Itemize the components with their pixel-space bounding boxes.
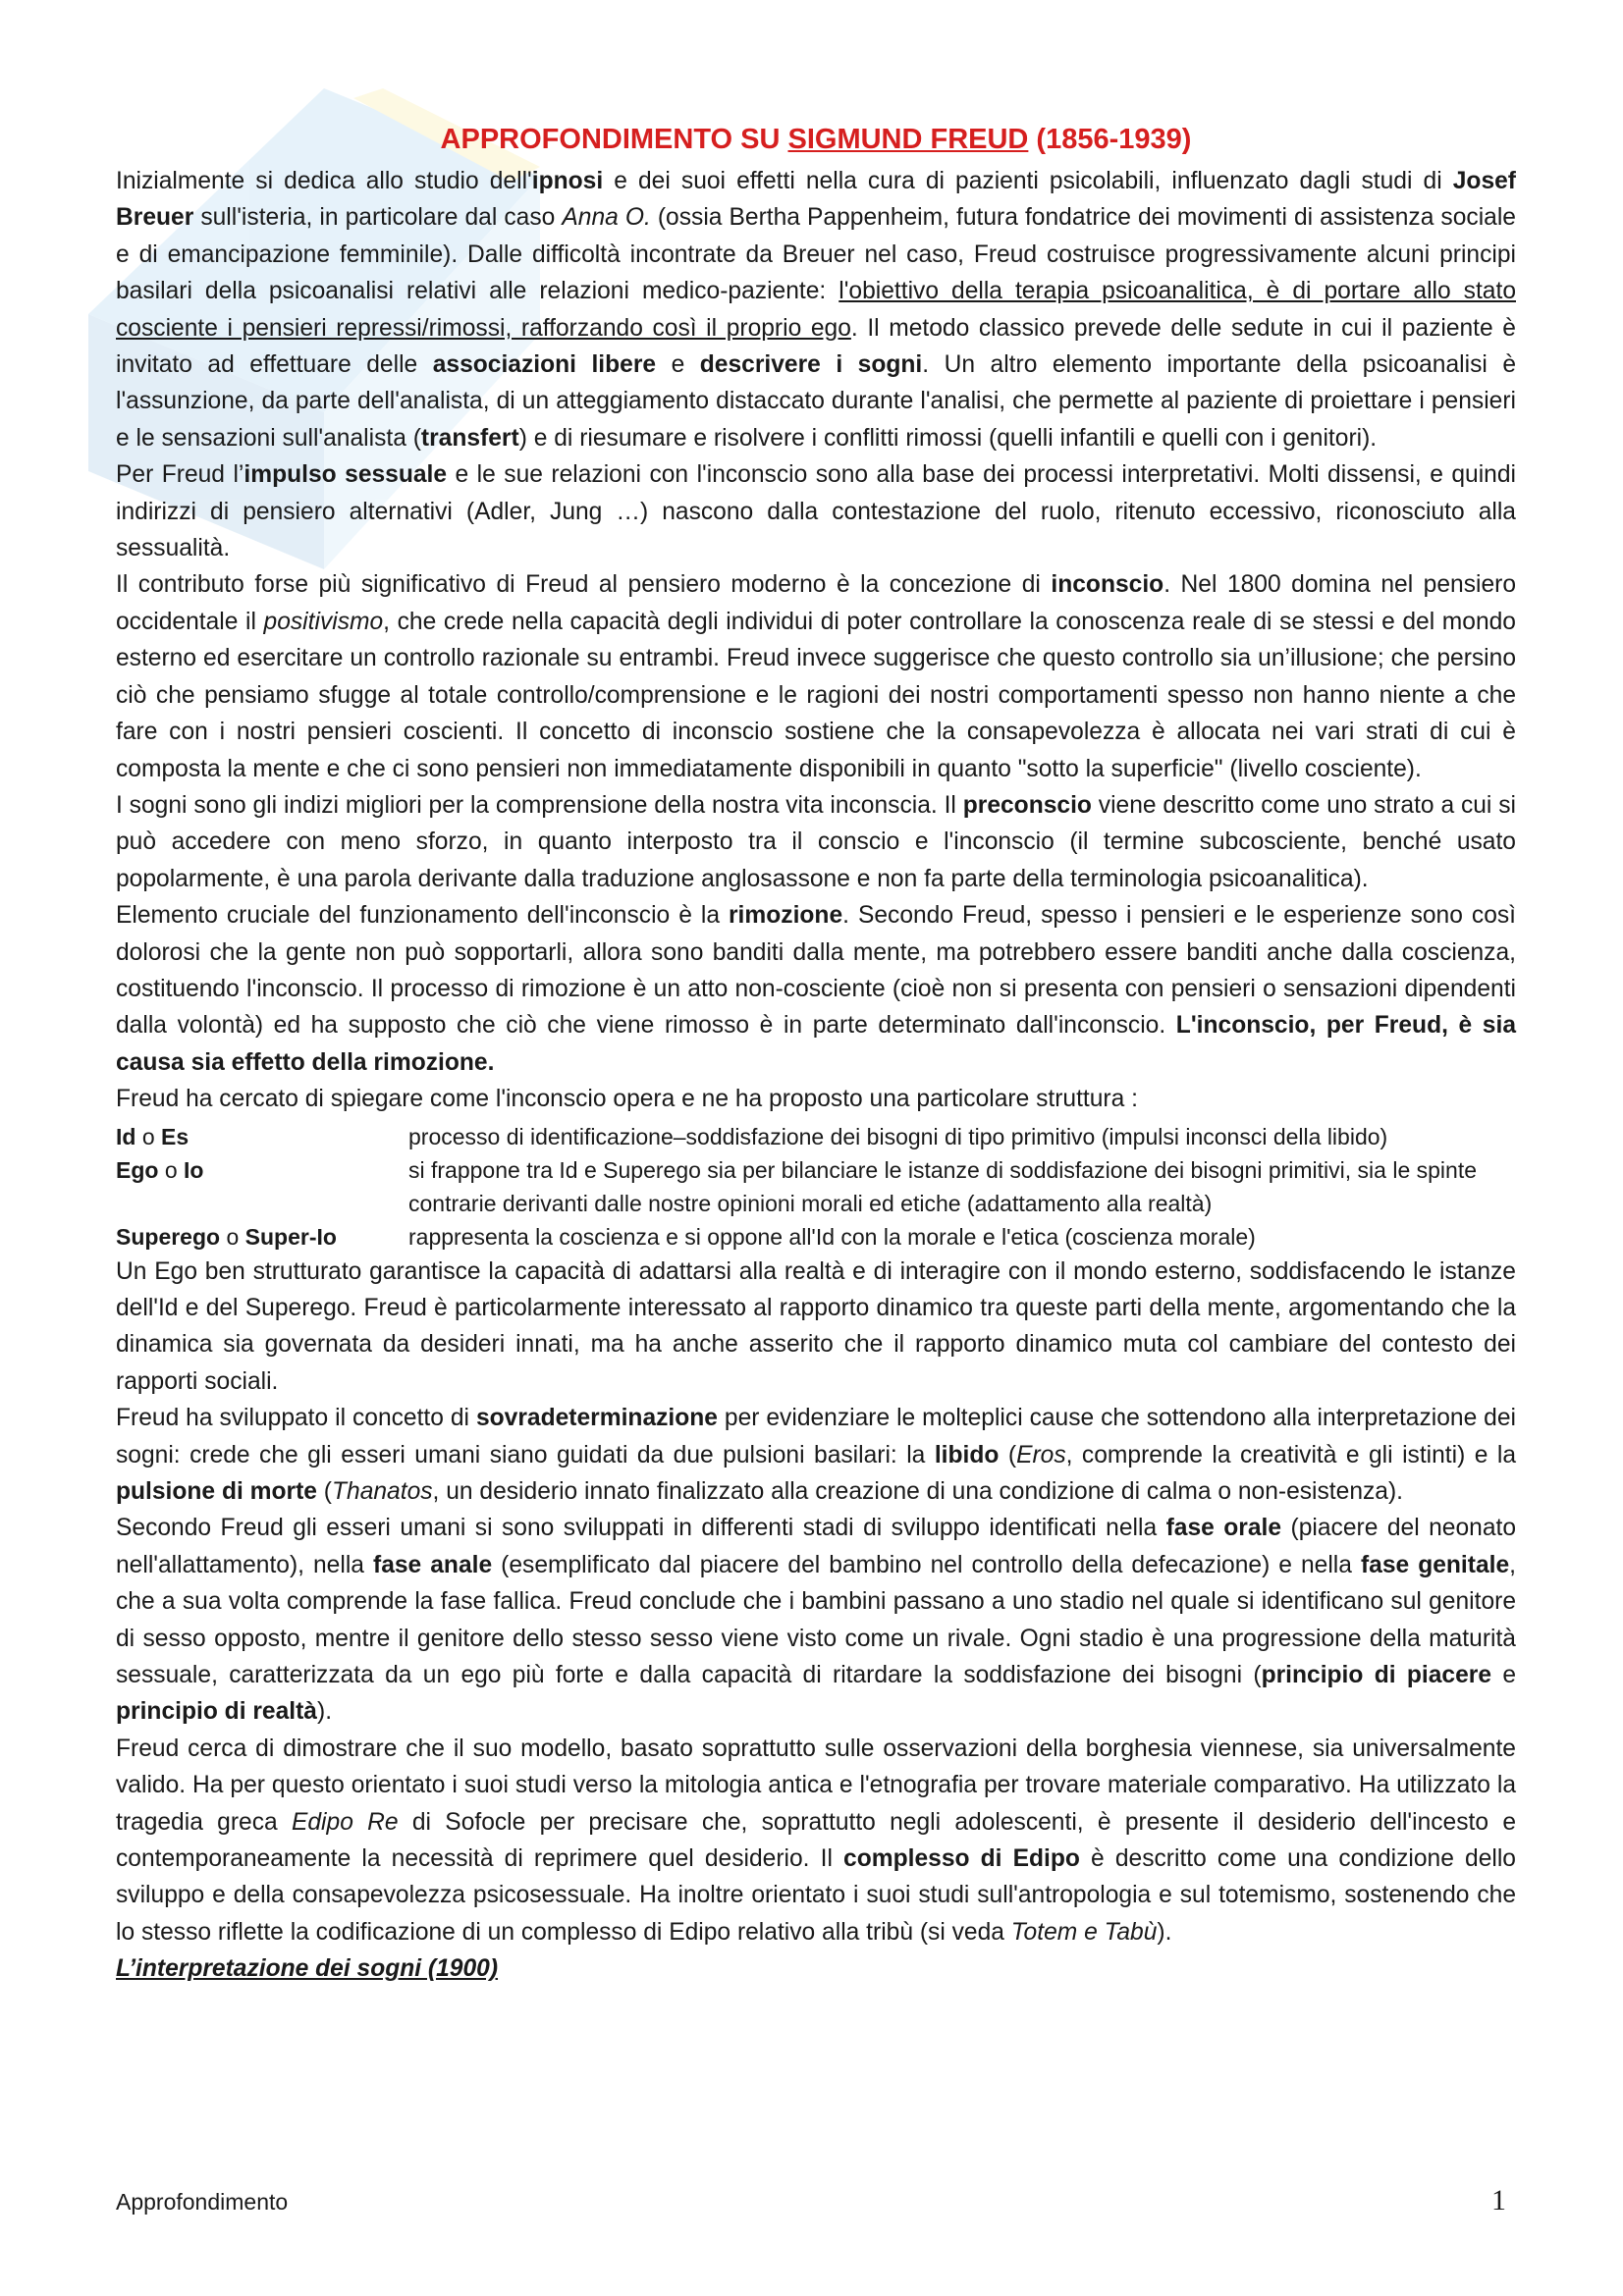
paragraph-sovradeterminazione: Freud ha sviluppato il concetto di sovradeterminazione per evidenziare le molteplici cause che sottendono alla interpretazione dei sogni: crede che gli esseri umani siano guidati da due pulsioni basilari: la libido (Eros, comprende la creatività e gli istinti) e la pulsione di morte (Thanatos, un desiderio innato finalizzato alla creazione di una condizione di calma o non-esistenza).: [116, 1405, 1517, 1505]
structure-row-id: Id o Es processo di identificazione–soddisfazione dei bisogni di tipo primitivo (impulsi inconsci della libido): [116, 1123, 1388, 1149]
paragraph-rimozione: Elemento cruciale del funzionamento dell'inconscio è la rimozione. Secondo Freud, spesso i pensieri e le esperienze sono così dolorosi che la gente non può sopportarli, allora sono banditi dalla mente, ma potrebbero essere banditi anche dalla coscienza, costituendo l'inconscio. Il processo di rimozione è un atto non-cosciente (cioè non si presenta con pensieri o sensazioni dipendenti dalla volontà) ed ha supposto che ciò che viene rimosso è in parte determinato dall'inconscio. L'inconscio, per Freud, è sia causa sia effetto della rimozione.: [116, 902, 1517, 1076]
paragraph-inconscio: Il contributo forse più significativo di Freud al pensiero moderno è la concezione di inconscio. Nel 1800 domina nel pensiero occidentale il positivismo, che crede nella capacità degli individui di poter controllare la conoscenza reale di se stessi e del mondo esterno ed esercitare un controllo razionale su entrambi. Freud invece suggerisce che questo controllo sia un’illusione; che persino ciò che pensiamo sfugge al totale controllo/comprensione e le ragioni dei nostri comportamenti spesso non hanno niente a che fare con i nostri pensieri coscienti. Il concetto di inconscio sostiene che la consapevolezza è allocata nei vari strati di cui è composta la mente e che ci sono pensieri non immediatamente disponibili in quanto "sotto la superficie" (livello cosciente).: [116, 571, 1517, 782]
paragraph-impulso-sessuale: Per Freud l’impulso sessuale e le sue relazioni con l'inconscio sono alla base dei processi interpretativi. Molti dissensi, e quindi indirizzi di pensiero alternativi (Adler, Jung …) nascono dalla contestazione del ruolo, ritenuto eccessivo, riconosciuto alla sessualità.: [116, 461, 1516, 562]
paragraph-struttura-intro: Freud ha cercato di spiegare come l'inconscio opera e ne ha proposto una particolare struttura :: [116, 1086, 1138, 1113]
mind-structure-list: [116, 1120, 1516, 1254]
paragraph-preconscio: I sogni sono gli indizi migliori per la comprensione della nostra vita inconscia. Il preconscio viene descritto come uno strato a cui si può accedere con meno sforzo, in quanto interposto tra il conscio e l'inconscio (il termine subcosciente, benché usato popolarmente, è una parola derivante dalla traduzione anglosassone e non fa parte della terminologia psicoanalitica).: [116, 791, 1517, 892]
paragraph-fasi: Secondo Freud gli esseri umani si sono sviluppati in differenti stadi di sviluppo identificati nella fase orale (piacere del neonato nell'allattamento), nella fase anale (esemplificato dal piacere del bambino nel controllo della defecazione) e nella fase genitale, che a sua volta comprende la fase fallica. Freud conclude che i bambini passano a uno stadio nel quale si identificano sul genitore di sesso opposto, mentre il genitore dello stesso sesso viene visto come un rivale. Ogni stadio è una progressione della maturità sessuale, caratterizzata da un ego più forte e dalla capacità di ritardare la soddisfazione dei bisogni (principio di piacere e principio di realtà).: [116, 1515, 1517, 1726]
structure-row-superego: Superego o Super-Io rappresenta la coscienza e si oppone all'Id con la morale e l'etica (coscienza morale): [116, 1223, 1256, 1250]
title-name: SIGMUND FREUD: [787, 124, 1029, 155]
paragraph-ipnosi: Inizialmente si dedica allo studio dell'ipnosi e dei suoi effetti nella cura di pazienti psicolabili, influenzato dagli studi di Josef Breuer sull'isteria, in particolare dal caso Anna O. (ossia Bertha Pappenheim, futura fondatrice dei movimenti di assistenza sociale e di emancipazione femminile). Dalle difficoltà incontrate da Breuer nel caso, Freud costruisce progressivamente alcuni principi basilari della psicoanalisi relativi alle relazioni medico-paziente: l'obiettivo della terapia psicoanalitica, è di portare allo stato cosciente i pensieri repressi/rimossi, rafforzando così il proprio ego. Il metodo classico prevede delle sedute in cui il paziente è invitato ad effettuare delle associazioni libere e descrivere i sogni. Un altro elemento importante della psicoanalisi è l'assunzione, da parte dell'analista, di un atteggiamento distaccato durante l'analisi, che permette al paziente di proiettare i pensieri e le sensazioni sull'analista (transfert) e di riesumare e risolvere i conflitti rimossi (quelli infantili e quelli con i genitori).: [116, 168, 1517, 452]
footer-label: Approfondimento: [116, 2189, 289, 2215]
document-body: [116, 118, 1516, 1988]
paragraph-edipo: Freud cerca di dimostrare che il suo modello, basato soprattutto sulle osservazioni della borghesia viennese, sia universalmente valido. Ha per questo orientato i suoi studi verso la mitologia antica e l'etnografia per trovare materiale comparativo. Ha utilizzato la tragedia greca Edipo Re di Sofocle per precisare che, soprattutto negli adolescenti, è presente il desiderio dell'incesto e contemporaneamente la necessità di reprimere quel desiderio. Il complesso di Edipo è descritto come una condizione dello sviluppo e della consapevolezza psicosessuale. Ha inoltre orientato i suoi studi sull'antropologia e sul totemismo, sostenendo che lo stesso riflette la codificazione di un complesso di Edipo relativo alla tribù (si veda Totem e Tabù).: [116, 1735, 1516, 1946]
page-title: APPROFONDIMENTO SU SIGMUND FREUD (1856-1939): [440, 124, 1192, 155]
page-number: 1: [1491, 2184, 1506, 2216]
page-footer: [116, 2184, 1516, 2217]
paragraph-ego: Un Ego ben strutturato garantisce la capacità di adattarsi alla realtà e di interagire con il mondo esterno, soddisfacendo le istanze dell'Id e del Superego. Freud è particolarmente interessato al rapporto dinamico tra queste parti della mente, argomentando che la dinamica sia governata da desideri innati, ma ha anche asserito che il rapporto dinamico muta col cambiare del contesto dei rapporti sociali.: [116, 1257, 1516, 1395]
section-heading: L’interpretazione dei sogni (1900): [116, 1955, 499, 1983]
structure-row-ego: Ego o Io si frappone tra Id e Superego sia per bilanciare le istanze di soddisfazione dei bisogni primitivi, sia le spinte contrarie derivanti dalle nostre opinioni morali ed etiche (adattamento alla realtà): [116, 1156, 1477, 1216]
